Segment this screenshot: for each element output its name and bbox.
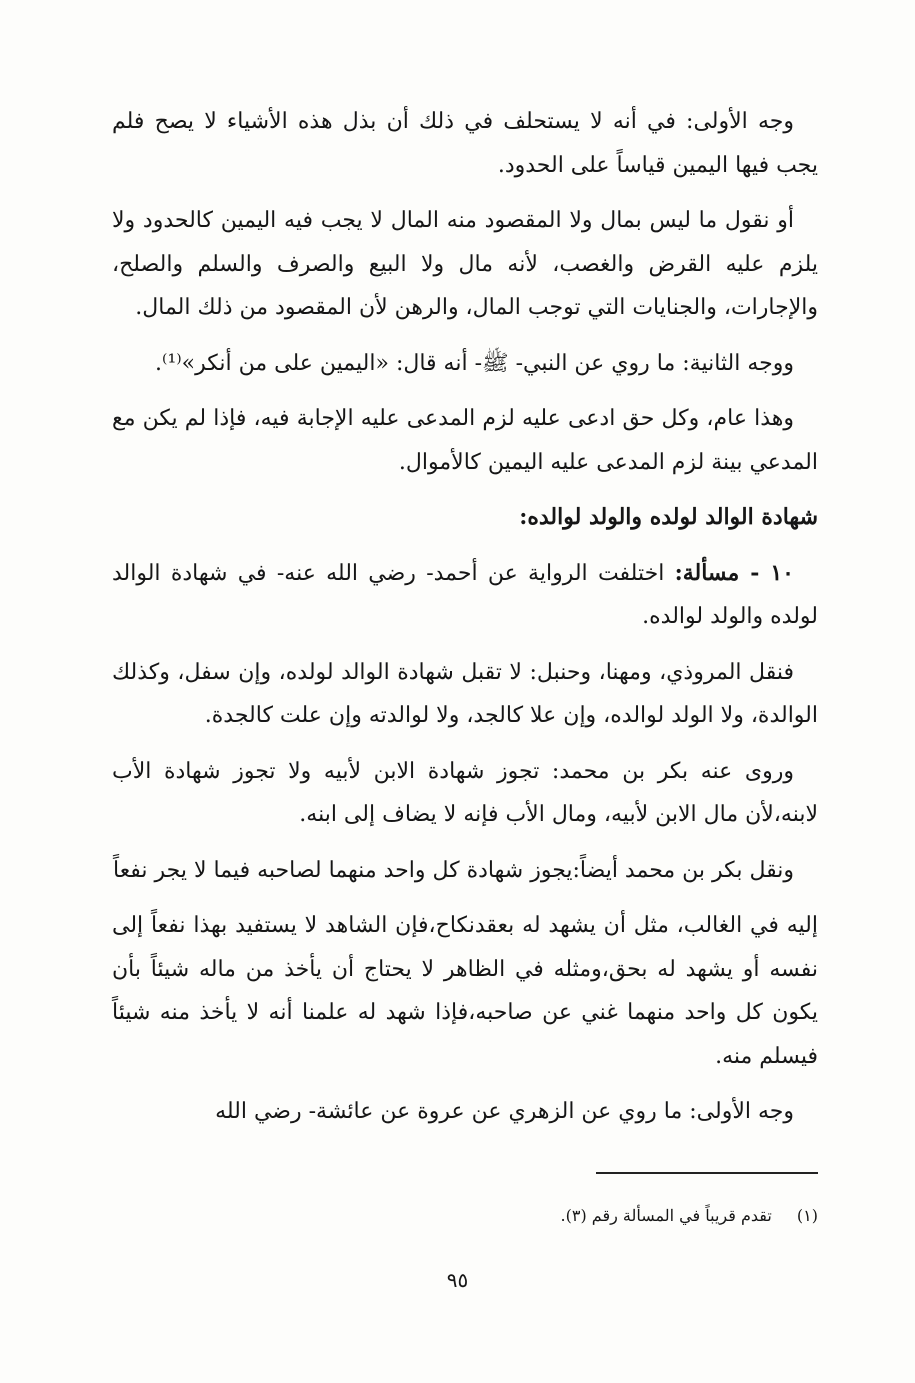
footnote-number: (١)	[796, 1206, 818, 1225]
paragraph: وجه الأولى: في أنه لا يستحلف في ذلك أن بذل هذه الأشياء لا يصح فلم يجب فيها اليمين قياساً على الحدود.	[112, 109, 818, 178]
paragraph: إليه في الغالب، مثل أن يشهد له بعقدنكاح،فإن الشاهد لا يستفيد بهذا نفعاً إلى نفسه أو يشهد له بحق،ومثله في الظاهر لا يحتاج أن يأخذ من ماله شيئاً بأن يكون كل واحد منهما غني عن صاحبه،فإذا شهد له علمنا أنه لا يأخذ منه شيئاً فيسلم منه.	[112, 913, 818, 1069]
paragraph: وجه الأولى: ما روي عن الزهري عن عروة عن عائشة- رضي الله	[215, 1099, 794, 1124]
main-text	[112, 100, 818, 1146]
page-number: ٩٥	[446, 1268, 469, 1292]
paragraph: وهذا عام، وكل حق ادعى عليه لزم المدعى عليه الإجابة فيه، فإذا لم يكن مع المدعي بينة لزم المدعى عليه اليمين كالأموال.	[112, 406, 818, 475]
paragraph: أو نقول ما ليس بمال ولا المقصود منه المال لا يجب فيه اليمين كالحدود ولا يلزم عليه القرض والغصب، لأنه مال ولا البيع والصرف والسلم والصلح، والإجارات، والجنايات التي توجب المال، والرهن لأن المقصود من ذلك المال.	[112, 208, 818, 320]
paragraph: فنقل المروذي، ومهنا، وحنبل: لا تقبل شهادة الوالد لولده، وإن سفل، وكذلك الوالدة، ولا الولد لوالده، وإن علا كالجد، ولا لوالدته وإن علت كالجدة.	[112, 659, 818, 728]
issue-label: ١٠ - مسألة:	[674, 559, 794, 586]
section-heading: شهادة الوالد لولده والولد لوالده:	[519, 504, 818, 530]
paragraph-text: اختلفت الرواية عن أحمد- رضي الله عنه- في شهادة الوالد لولده والولد لوالده.	[112, 560, 818, 629]
footnote-divider	[596, 1172, 818, 1174]
paragraph: ونقل بكر بن محمد أيضاً:يجوز شهادة كل واحد منهما لصاحبه فيما لا يجر نفعاً	[112, 857, 794, 883]
footnote-text: تقدم قريباً في المسألة رقم (٣).	[560, 1206, 772, 1225]
footnote	[112, 1203, 818, 1229]
paragraph: ووجه الثانية: ما روي عن النبي- ﷺ- أنه قال: «اليمين على من أنكر»⁽¹⁾.	[155, 350, 794, 376]
paragraph	[112, 552, 818, 639]
paragraph: وروى عنه بكر بن محمد: تجوز شهادة الابن لأبيه ولا تجوز شهادة الأب لابنه،لأن مال الابن لأبيه، ومال الأب فإنه لا يضاف إلى ابنه.	[112, 758, 818, 827]
